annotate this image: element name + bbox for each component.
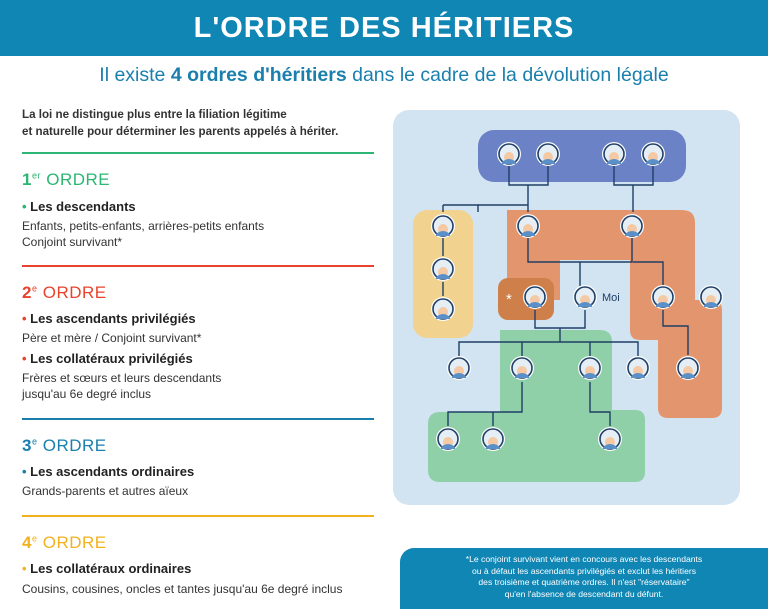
order-2-item-2-heading-text: Les collatéraux privilégiés xyxy=(30,351,193,366)
order-3-item-1-line-1: Grands-parents et autres aïeux xyxy=(22,484,189,498)
page-title: L'ORDRE DES HÉRITIERS xyxy=(193,11,575,44)
cousin-icon xyxy=(431,257,455,281)
order-4-item-1-line-1: Cousins, cousines, oncles et tantes jusqu'au 6e degré inclus xyxy=(22,582,343,596)
uncle-icon xyxy=(431,214,455,238)
order-1-item-1-heading-text: Les descendants xyxy=(30,199,136,214)
order-2-sup: e xyxy=(31,283,38,294)
footnote-line-3: des troisième et quatrième ordres. Il n'est "réservataire" xyxy=(478,577,690,587)
self-label: Moi xyxy=(602,292,620,304)
grandchild-icon xyxy=(481,427,505,451)
great-grandparent-icon xyxy=(497,142,521,166)
order-4-item-1-heading: • Les collatéraux ordinaires xyxy=(22,561,192,576)
order-1-word: ORDRE xyxy=(46,170,111,189)
grandchild-icon xyxy=(598,427,622,451)
nephew-icon xyxy=(676,356,700,380)
great-grandparent-icon xyxy=(641,142,665,166)
sister-icon xyxy=(651,285,675,309)
great-grandparent-icon xyxy=(602,142,626,166)
order-2-item-2-line-2: jusqu'au 6e degré inclus xyxy=(22,387,152,401)
order-3-num: 3 xyxy=(22,436,32,455)
child-icon xyxy=(626,356,650,380)
order-1-num: 1 xyxy=(22,170,32,189)
order-2-item-2-line-1: Frères et sœurs et leurs descendants xyxy=(22,371,222,385)
child-icon xyxy=(447,356,471,380)
order-3-item-1-heading-text: Les ascendants ordinaires xyxy=(30,464,195,479)
order-1-item-1-line-1: Enfants, petits-enfants, arrières-petits enfants xyxy=(22,219,265,233)
order-4-word: ORDRE xyxy=(42,533,107,552)
spouse-asterisk: * xyxy=(506,291,512,308)
subtitle-pre: Il existe xyxy=(99,64,171,86)
order-2-num: 2 xyxy=(22,283,32,302)
order-2-item-1-heading-text: Les ascendants privilégiés xyxy=(30,311,196,326)
great-grandparent-icon xyxy=(536,142,560,166)
order-4-item-1-heading-text: Les collatéraux ordinaires xyxy=(30,561,192,576)
footnote-line-4: qu'en l'absence de descendant du défunt. xyxy=(504,588,664,599)
intro-line-2: et naturelle pour déterminer les parents appelés à hériter. xyxy=(22,125,339,138)
spouse-icon xyxy=(523,285,547,309)
order-2-word: ORDRE xyxy=(42,283,107,302)
intro-line-1: La loi ne distingue plus entre la filiation légitime xyxy=(22,108,287,121)
order-1-item-1-line-2: Conjoint survivant* xyxy=(22,235,123,249)
footnote-line-1: *Le conjoint survivant vient en concours avec les descendants xyxy=(465,554,703,564)
order-3-sup: e xyxy=(31,436,38,447)
order-1-sup: er xyxy=(31,170,41,181)
order-4-num: 4 xyxy=(22,533,32,552)
order-2-item-2-heading: • Les collatéraux privilégiés xyxy=(22,351,193,366)
order-3-item-1-heading: • Les ascendants ordinaires xyxy=(22,464,195,479)
mother-icon xyxy=(620,214,644,238)
footnote-line-2: ou à défaut les ascendants privilégiés et exclut les héritiers xyxy=(471,565,697,576)
order-4-sup: e xyxy=(31,533,38,544)
father-icon xyxy=(516,214,540,238)
order-1-item-1-heading: • Les descendants xyxy=(22,199,136,214)
child-icon xyxy=(510,356,534,380)
child-icon xyxy=(578,356,602,380)
cousin-child-icon xyxy=(431,297,455,321)
subtitle-bold: 4 ordres d'héritiers xyxy=(170,64,347,86)
brother-icon xyxy=(699,285,723,309)
order-2-item-1-heading: • Les ascendants privilégiés xyxy=(22,311,196,326)
order-2-item-1-line-1: Père et mère / Conjoint survivant* xyxy=(22,331,202,345)
order-3-word: ORDRE xyxy=(42,436,107,455)
footnote-box xyxy=(400,548,768,609)
subtitle-post: dans le cadre de la dévolution légale xyxy=(346,64,669,86)
self-icon xyxy=(573,285,597,309)
grandchild-icon xyxy=(436,427,460,451)
